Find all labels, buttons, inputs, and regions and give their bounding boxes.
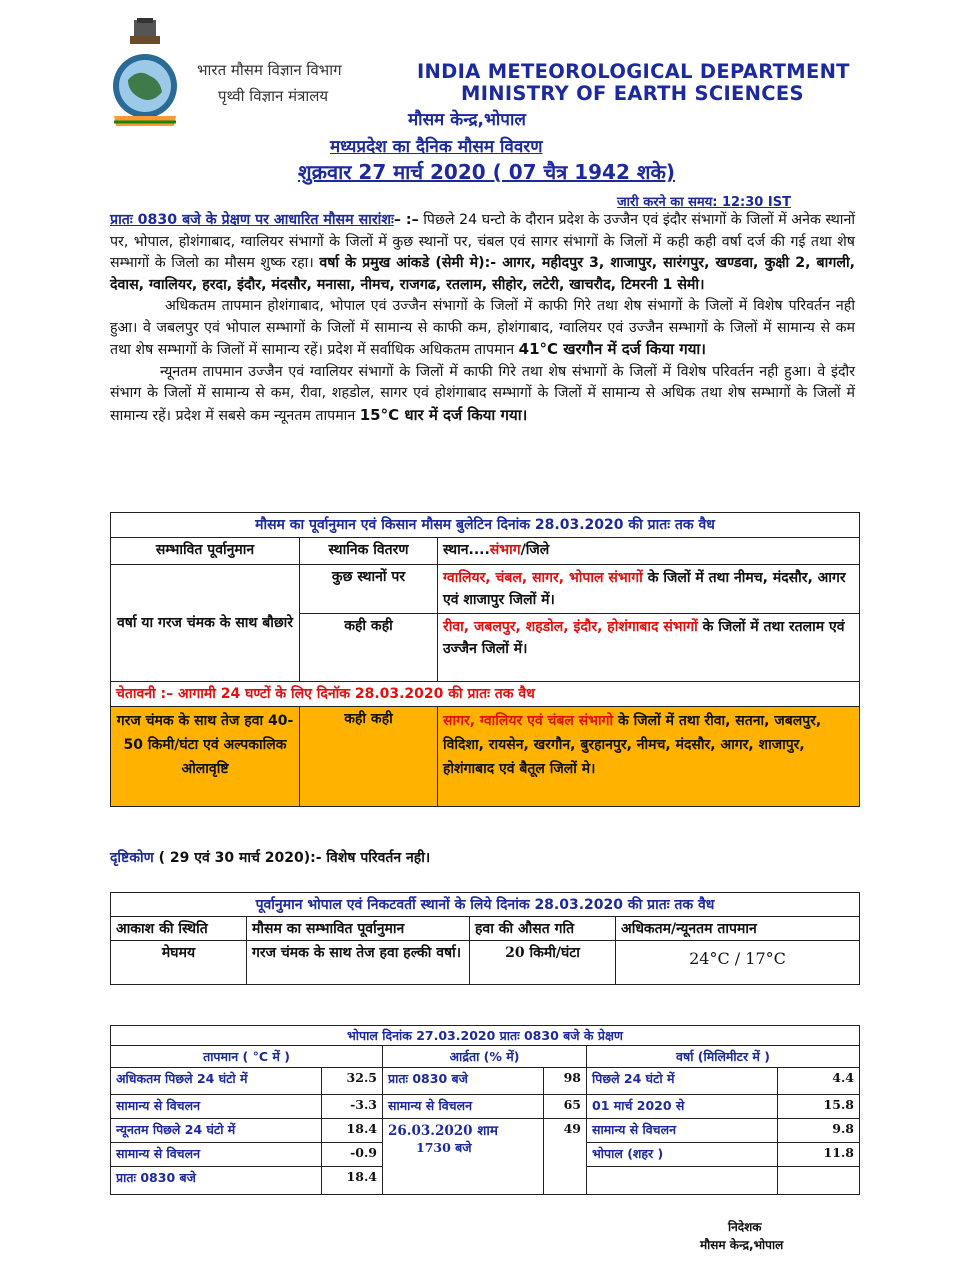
row2-distribution: कही कही [300,614,438,682]
empty-cell [587,1167,778,1195]
header-temp: अधिकतम/न्यूनतम तापमान [616,917,860,941]
warning-distribution: कही कही [300,707,438,807]
col-forecast-header: सम्भावित पूर्वानुमान [111,538,300,565]
header-sky: आकाश की स्थिति [111,917,247,941]
english-dept-name: INDIA METEOROLOGICAL DEPARTMENT [417,60,850,83]
issue-time: जारी करने का समय: 12:30 IST [617,195,791,210]
outlook-dates: ( 29 एवं 30 मार्च 2020):- [158,850,322,866]
row1-distribution: कुछ स्थानों पर [300,565,438,614]
header-wind: हवा की औसत गति [470,917,616,941]
row2-locations: रीवा, जबलपुर, शहडोल, इंदौर, होशंगाबाद संभागों के जिलों में तथा रतलाम एवं उज्जैन जिलों में। [438,614,860,682]
observation-table [110,1025,860,1195]
bhopal-forecast-table [110,892,860,985]
observation-title: भोपाल दिनांक 27.03.2020 प्रातः 0830 बजे के प्रेक्षण [111,1026,860,1046]
rain-label: 01 मार्च 2020 से [587,1095,778,1119]
temp-header: तापमान ( °C में ) [111,1046,383,1068]
weather-forecast: गरज चंमक के साथ तेज हवा हल्की वर्षा। [247,941,470,985]
weather-summary [110,210,855,427]
hindi-ministry-name: पृथ्वी विज्ञान मंत्रालय [218,87,329,105]
report-date: शुक्रवार 27 मार्च 2020 ( 07 चैत्र 1942 शके) [298,160,675,184]
rain-value: 11.8 [778,1143,860,1167]
summary-heading: प्रातः 0830 बजे के प्रेक्षण पर आधारित मौसम सारांशः [110,212,394,228]
rain-value: 9.8 [778,1119,860,1143]
signature-title: निदेशक [728,1220,762,1234]
empty-cell [778,1167,860,1195]
bhopal-forecast-title: पूर्वानुमान भोपाल एवं निकटवर्ती स्थानों के लिये दिनांक 28.03.2020 की प्रातः तक वैध [111,893,860,917]
temp-label: सामान्य से विचलन [111,1143,322,1167]
outlook-label: दृष्टिकोण [110,850,154,866]
sky-condition: मेघमय [111,941,247,985]
humidity-value: 49 [544,1119,587,1195]
signature-office: मौसम केन्द्र,भोपाल [700,1238,784,1252]
row1-locations: ग्वालियर, चंबल, सागर, भोपाल संभागों के जिलों में तथा नीमच, मंदसौर, आगर एवं शाजापुर जिलों में। [438,565,860,614]
max-temp-paragraph: अधिकतम तापमान होशंगाबाद, भोपाल एवं उज्जैन संभागों के जिलों में काफी गिरे तथा शेष संभागों के जिलों में विशेष परिवर्तन नही हुआ। वे जबलपुर एवं भोपाल सम्भागों के जिलों में सामान्य से काफी कम, होशंगाबाद, ग्वालियर एवं उज्जैन सम्भागों के जिलों में सामान्य से कम तथा शेष सम्भागों के जिलों में सामान्य रहें। प्रदेश में सर्वाधिक अधिकतम तापमान 41°C खरगौन में दर्ज किया गया। [110,298,855,358]
temp-value: -3.3 [322,1095,383,1119]
temp-value: 32.5 [322,1068,383,1095]
min-temp-record: 15°C धार में दर्ज किया गया। [359,405,528,424]
outlook [110,848,430,867]
min-temp-paragraph: न्यूनतम तापमान उज्जैन एवं ग्वालियर संभागों के जिलों में काफी गिरे तथा शेष संभागों के जिलों में विशेष परिवर्तन नही हुआ। वे इंदौर संभाग के जिलों में सामान्य से कम, रीवा, शहडोल, सागर एवं होशंगाबाद सम्भागों के जिलों में सामान्य से अधिक तथा शेष सम्भागों के जिलों में सामान्य रहें। प्रदेश में सबसे कम न्यूनतम तापमान 15°C धार में दर्ज किया गया। [110,363,856,424]
forecast-event: वर्षा या गरज चंमक के साथ बौछारे [111,565,300,682]
col-location-header: स्थान....संभाग/जिले [438,538,860,565]
col-distribution-header: स्थानिक वितरण [300,538,438,565]
rain-header: वर्षा (मिलिमीटर में ) [587,1046,860,1068]
rain-label: सामान्य से विचलन [587,1119,778,1143]
humidity-header: आर्द्रता (% में) [383,1046,587,1068]
temp-value: 18.4 [322,1167,383,1195]
humidity-label: प्रातः 0830 बजे [383,1068,544,1095]
summary-paragraph-1: पिछले 24 घन्टो के दौरान प्रदेश के उज्जैन एवं इंदौर संभागों के जिलों में अनेक स्थानों पर, भोपाल, होशंगाबाद, ग्वालियर संभागों के जिलों में कुछ स्थानों पर, चंबल एवं सागर संभागों के जिलों में कही कही वर्षा दर्ज की गई तथा शेष सम्भागों के जिलो का मौसम शुष्क रहा। [110,212,855,271]
header-weather: मौसम का सम्भावित पूर्वानुमान [247,917,470,941]
temp-label: अधिकतम पिछले 24 घंटो में [111,1068,322,1095]
temp-label: प्रातः 0830 बजे [111,1167,322,1195]
humidity-label: सामान्य से विचलन [383,1095,544,1119]
max-temp-record: 41°C खरगौन में दर्ज किया गया। [518,340,706,358]
temp-label: सामान्य से विचलन [111,1095,322,1119]
hindi-dept-name: भारत मौसम विज्ञान विभाग [197,61,342,79]
english-ministry-name: MINISTRY OF EARTH SCIENCES [461,82,804,105]
rain-value: 4.4 [778,1068,860,1095]
warning-locations: सागर, ग्वालियर एवं चंबल संभागो के जिलों में तथा रीवा, सतना, जबलपुर, विदिशा, रायसेन, खरगौन, बुरहानपुर, नीमच, मंदसौर, आगर, शाजापुर, होशंगाबाद एवं बैतूल जिलों मे। [438,707,860,807]
met-centre-name: मौसम केन्द्र,भोपाल [408,110,526,130]
forecast-table-title: मौसम का पूर्वानुमान एवं किसान मौसम बुलेटिन दिनांक 28.03.2020 की प्रातः तक वैध [111,513,860,538]
rainfall-figures: वर्षा के प्रमुख आंकडे (सेमी मे):- आगर, महीदपुर 3, शाजापुर, सारंगपुर, खण्डवा, कुक्षी 2, बागली, देवास, ग्वालियर, हरदा, इंदौर, मंदसौर, मनासा, नीमच, राजगढ, रतलाम, सीहोर, लटेरी, खाचरौद, टिमरनी 1 सेमी। [110,255,856,293]
page-title: मध्यप्रदेश का दैनिक मौसम विवरण [330,137,543,157]
forecast-table [110,512,860,807]
temp-value: -0.9 [322,1143,383,1167]
rain-label: भोपाल (शहर ) [587,1143,778,1167]
max-min-temp: 24°C / 17°C [616,941,860,985]
imd-emblem-logo [106,18,184,130]
temp-value: 18.4 [322,1119,383,1143]
warning-title: चेतावनी :– आगामी 24 घण्टों के लिए दिनॉक 28.03.2020 की प्रातः तक वैध [111,682,860,707]
humidity-label: 26.03.2020 शाम 1730 बजे [383,1119,544,1195]
rain-label: पिछले 24 घंटो में [587,1068,778,1095]
warning-event: गरज चंमक के साथ तेज हवा 40-50 किमी/घंटा एवं अल्पकालिक ओलावृष्टि [111,707,300,807]
temp-label: न्यूनतम पिछले 24 घंटो में [111,1119,322,1143]
humidity-value: 98 [544,1068,587,1095]
wind-speed: 20 किमी/घंटा [470,941,616,985]
humidity-value: 65 [544,1095,587,1119]
outlook-text: विशेष परिवर्तन नही। [326,850,431,866]
summary-heading-suffix: – :– [393,212,419,228]
rain-value: 15.8 [778,1095,860,1119]
